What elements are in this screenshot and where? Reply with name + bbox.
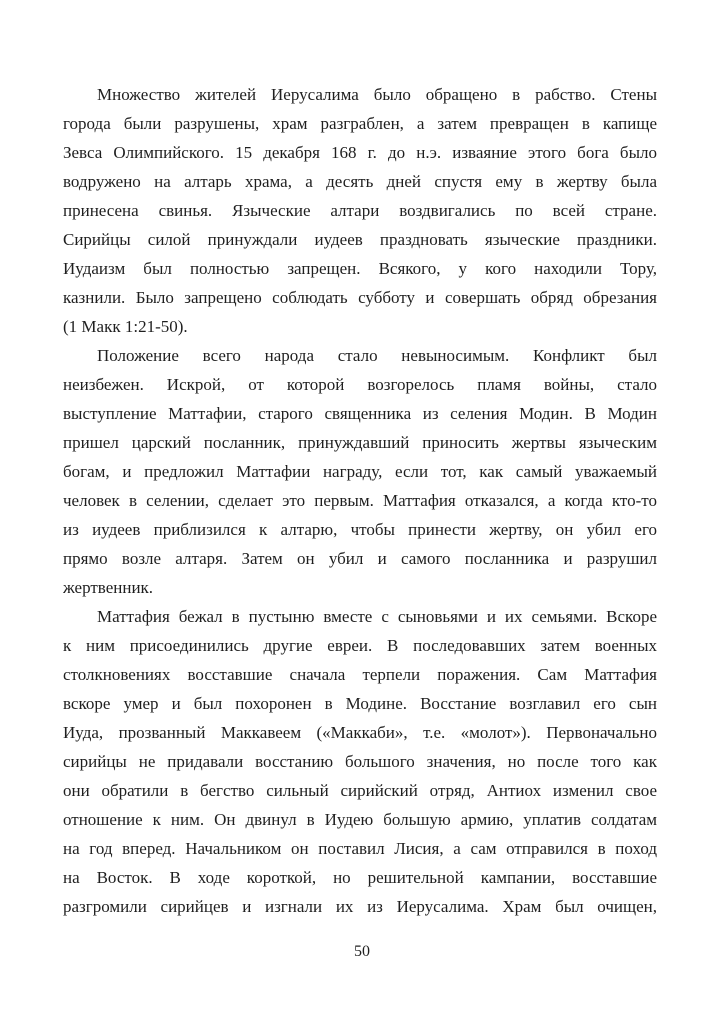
text-line: Зевса Олимпийского. 15 декабря 168 г. до н.э. изваяние этого бога было <box>63 143 657 162</box>
text-line: водружено на алтарь храма, а десять дней спустя ему в жертву была <box>63 172 657 191</box>
text-line: Положение всего народа стало невыносимым. Конфликт был <box>97 346 657 365</box>
text-line: они обратили в бегство сильный сирийский отряд, Антиох изменил свое <box>63 781 657 800</box>
text-line: разгромили сирийцев и изгнали их из Иерусалима. Храм был очищен, <box>63 897 657 916</box>
paragraph <box>63 341 657 602</box>
text-line: Иуда, прозванный Маккавеем («Маккаби», т.е. «молот»). Первоначально <box>63 723 657 742</box>
text-line: города были разрушены, храм разграблен, а затем превращен в капище <box>63 114 657 133</box>
text-line: Множество жителей Иерусалима было обращено в рабство. Стены <box>97 85 657 104</box>
text-line: на Восток. В ходе короткой, но решительной кампании, восставшие <box>63 868 657 887</box>
text-line: столкновениях восставшие сначала терпели поражения. Сам Маттафия <box>63 665 657 684</box>
paragraph <box>63 80 657 341</box>
text-line: Сирийцы силой принуждали иудеев праздновать языческие праздники. <box>63 230 657 249</box>
text-line: к ним присоединились другие евреи. В последовавших затем военных <box>63 636 657 655</box>
text-line: из иудеев приблизился к алтарю, чтобы принести жертву, он убил его <box>63 520 657 539</box>
text-line: пришел царский посланник, принуждавший приносить жертвы языческим <box>63 433 657 452</box>
text-line: Маттафия бежал в пустыню вместе с сыновьями и их семьями. Вскоре <box>97 607 657 626</box>
text-line: неизбежен. Искрой, от которой возгорелось пламя войны, стало <box>63 375 657 394</box>
text-line: на год вперед. Начальником он поставил Лисия, а сам отправился в поход <box>63 839 657 858</box>
paragraph <box>63 602 657 921</box>
text-line: Иудаизм был полностью запрещен. Всякого, у кого находили Тору, <box>63 259 657 278</box>
text-line: выступление Маттафии, старого священника из селения Модин. В Модин <box>63 404 657 423</box>
text-line: жертвенник. <box>63 578 154 597</box>
text-line: отношение к ним. Он двинул в Иудею большую армию, уплатив солдатам <box>63 810 657 829</box>
text-line: человек в селении, сделает это первым. Маттафия отказался, а когда кто-то <box>63 491 657 510</box>
text-line: сирийцы не придавали восстанию большого значения, но после того как <box>63 752 657 771</box>
text-line: богам, и предложил Маттафии награду, если тот, как самый уважаемый <box>63 462 657 481</box>
text-line: принесена свинья. Языческие алтари воздвигались по всей стране. <box>63 201 657 220</box>
text-line: прямо возле алтаря. Затем он убил и самого посланника и разрушил <box>63 549 657 568</box>
page-number: 50 <box>354 943 370 960</box>
text-line: вскоре умер и был похоронен в Модине. Восстание возглавил его сын <box>63 694 657 713</box>
text-line: казнили. Было запрещено соблюдать субботу и совершать обряд обрезания <box>63 288 657 307</box>
text-line: (1 Макк 1:21-50). <box>63 317 188 336</box>
document-body <box>63 80 657 921</box>
